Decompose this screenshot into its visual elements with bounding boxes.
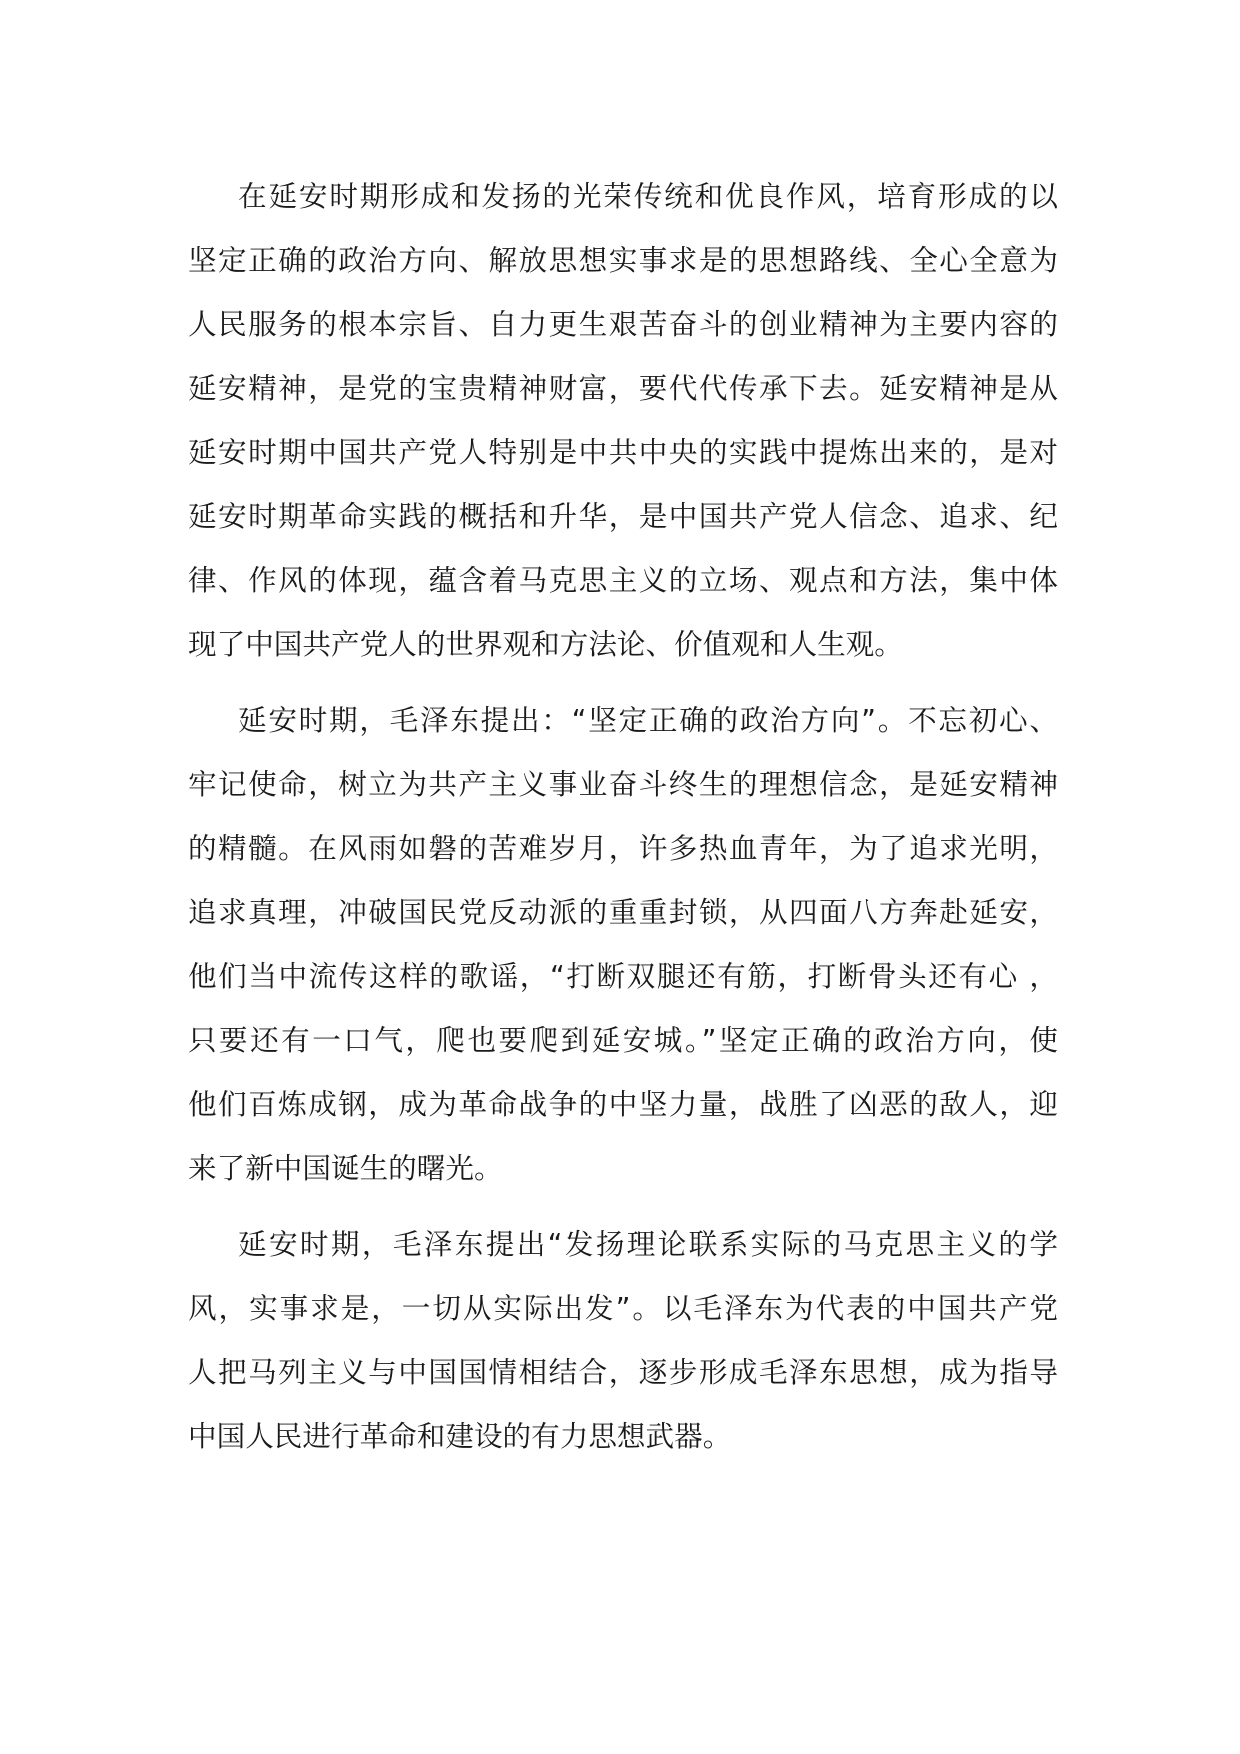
text-line: 人民服务的根本宗旨、自力更生艰苦奋斗的创业精神为主要内容的 [188,307,1058,341]
text-line: 只要还有一口气，爬也要爬到延安城。”坚定正确的政治方向，使 [188,1023,1058,1057]
text-line: 延安时期，毛泽东提出“发扬理论联系实际的马克思主义的学 [238,1227,1058,1261]
text-line: 延安精神，是党的宝贵精神财富，要代代传承下去。延安精神是从 [188,371,1058,405]
text-line: 来了新中国诞生的曙光。 [188,1151,503,1185]
text-line: 追求真理，冲破国民党反动派的重重封锁，从四面八方奔赴延安， [188,895,1058,929]
paragraph-2 [188,688,1058,1200]
text-line: 人把马列主义与中国国情相结合，逐步形成毛泽东思想，成为指导 [188,1355,1058,1389]
document-body [188,164,1058,1468]
text-line: 延安时期革命实践的概括和升华，是中国共产党人信念、追求、纪 [188,499,1058,533]
paragraph-3 [188,1212,1058,1468]
text-line: 坚定正确的政治方向、解放思想实事求是的思想路线、全心全意为 [188,243,1058,277]
text-line: 牢记使命，树立为共产主义事业奋斗终生的理想信念，是延安精神 [188,767,1058,801]
text-line: 在延安时期形成和发扬的光荣传统和优良作风，培育形成的以 [238,179,1058,213]
text-line: 延安时期中国共产党人特别是中共中央的实践中提炼出来的，是对 [188,435,1058,469]
text-line: 律、作风的体现，蕴含着马克思主义的立场、观点和方法，集中体 [188,563,1058,597]
text-line: 现了中国共产党人的世界观和方法论、价值观和人生观。 [188,627,903,661]
text-line: 他们百炼成钢，成为革命战争的中坚力量，战胜了凶恶的敌人，迎 [188,1087,1058,1121]
text-line: 风，实事求是，一切从实际出发”。以毛泽东为代表的中国共产党 [188,1291,1058,1325]
text-line: 的精髓。在风雨如磐的苦难岁月，许多热血青年，为了追求光明， [188,831,1058,865]
text-line: 延安时期，毛泽东提出：“坚定正确的政治方向”。不忘初心、 [238,703,1058,737]
text-line: 中国人民进行革命和建设的有力思想武器。 [188,1419,732,1453]
text-line: 他们当中流传这样的歌谣，“打断双腿还有筋，打断骨头还有心 ， [188,959,1058,993]
paragraph-1 [188,164,1058,676]
